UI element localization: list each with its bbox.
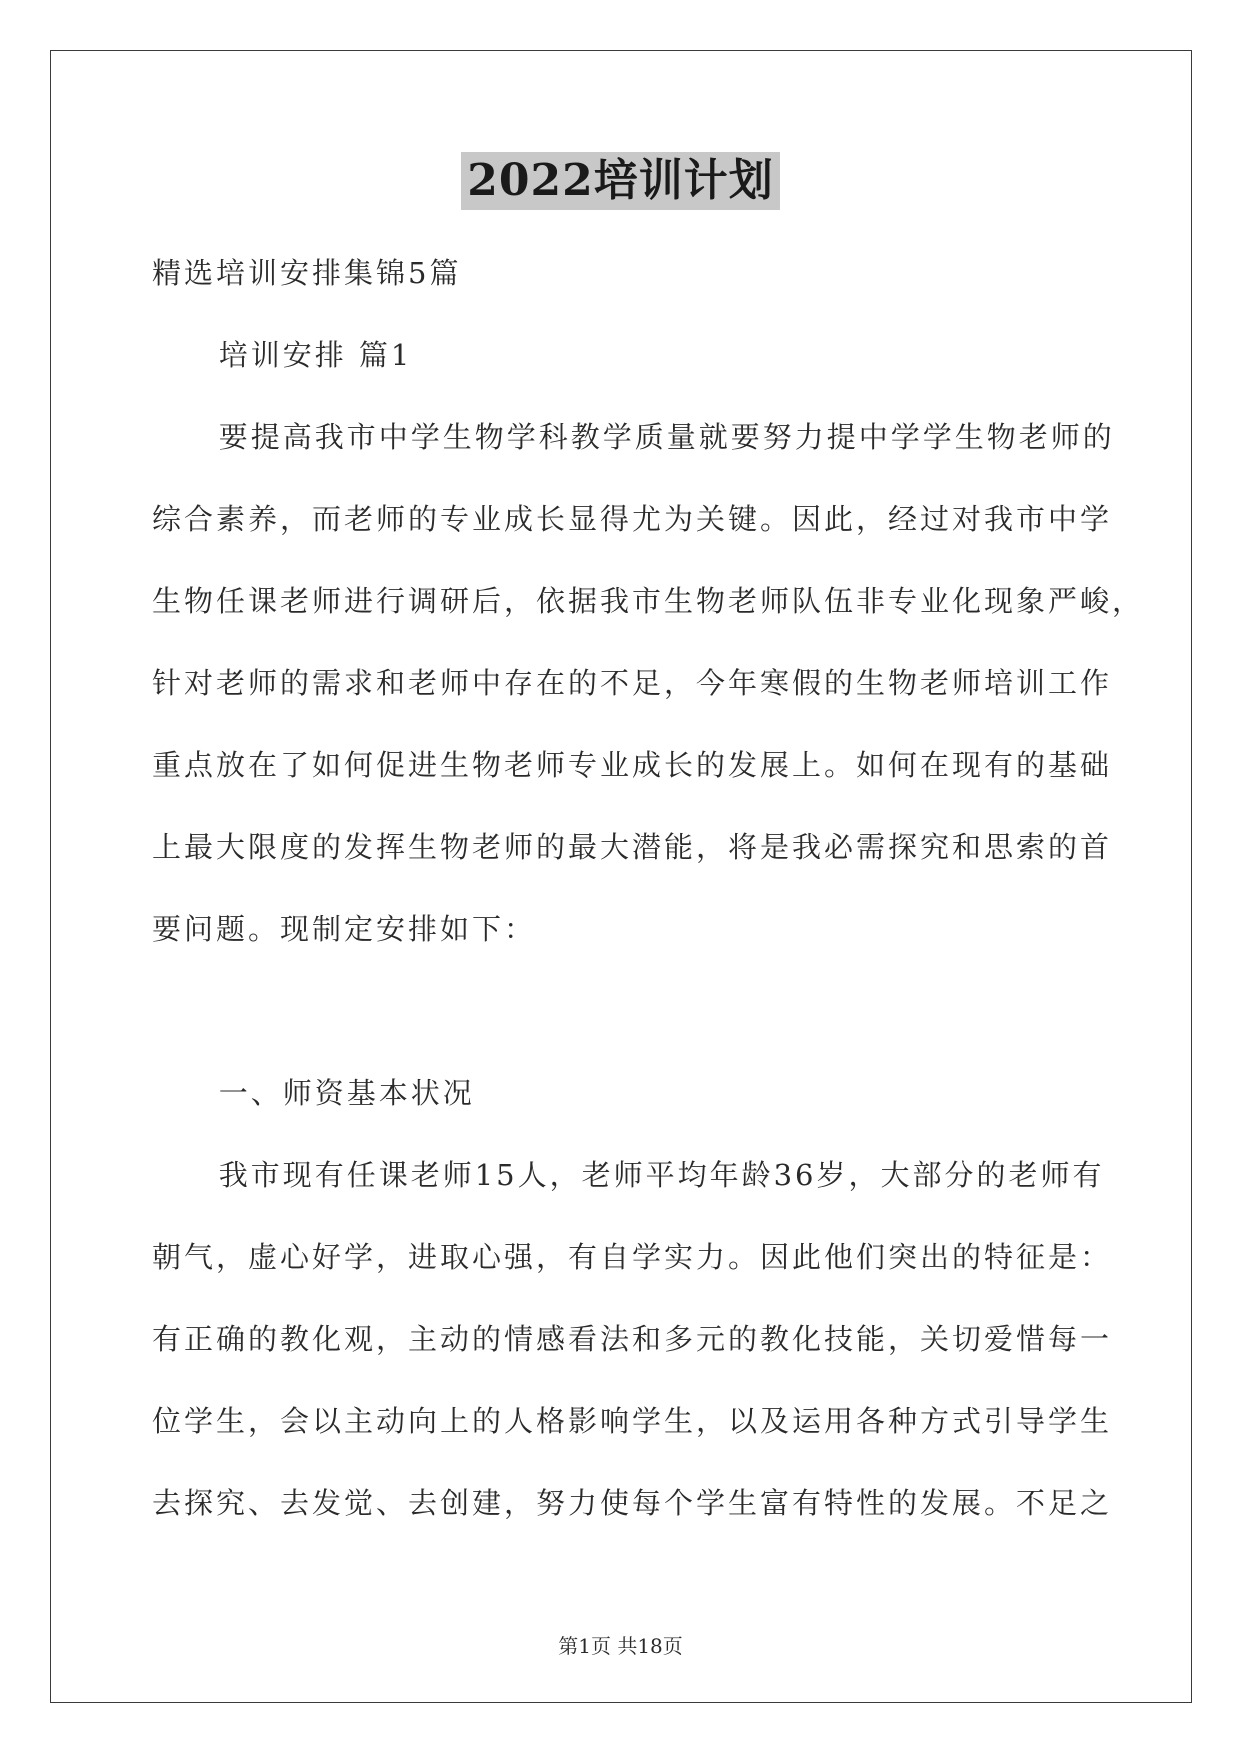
heading-one: 一、师资基本状况 — [218, 1076, 475, 1110]
subtitle: 精选培训安排集锦5篇 — [152, 256, 462, 290]
paragraph2-line: 有正确的教化观，主动的情感看法和多元的教化技能，关切爱惜每一 — [152, 1322, 1113, 1356]
page-footer: 第1页 共18页 — [558, 1634, 683, 1658]
paragraph2-line: 位学生，会以主动向上的人格影响学生，以及运用各种方式引导学生 — [152, 1404, 1113, 1438]
paragraph1-line: 要问题。现制定安排如下： — [152, 912, 537, 946]
blank-line — [152, 970, 1092, 1052]
paragraph1-line: 综合素养，而老师的专业成长显得尤为关键。因此，经过对我市中学 — [152, 502, 1113, 536]
document-title: 2022培训计划 — [461, 152, 779, 210]
paragraph1-line: 生物任课老师进行调研后，依据我市生物老师队伍非专业化现象严峻， — [152, 584, 1145, 618]
title-container — [0, 152, 1241, 210]
document-body — [152, 232, 1145, 1544]
paragraph1-line: 重点放在了如何促进生物老师专业成长的发展上。如何在现有的基础 — [152, 748, 1113, 782]
paragraph1-line: 针对老师的需求和老师中存在的不足，今年寒假的生物老师培训工作 — [152, 666, 1113, 700]
paragraph1-line: 上最大限度的发挥生物老师的最大潜能，将是我必需探究和思索的首 — [152, 830, 1113, 864]
paragraph2-line: 我市现有任课老师15人，老师平均年龄36岁，大部分的老师有 — [218, 1158, 1105, 1192]
section-heading: 培训安排 篇1 — [218, 338, 413, 372]
paragraph1-line: 要提高我市中学生物学科教学质量就要努力提中学学生物老师的 — [218, 420, 1115, 454]
paragraph2-line: 去探究、去发觉、去创建，努力使每个学生富有特性的发展。不足之 — [152, 1486, 1113, 1520]
paragraph2-line: 朝气，虚心好学，进取心强，有自学实力。因此他们突出的特征是： — [152, 1240, 1113, 1274]
